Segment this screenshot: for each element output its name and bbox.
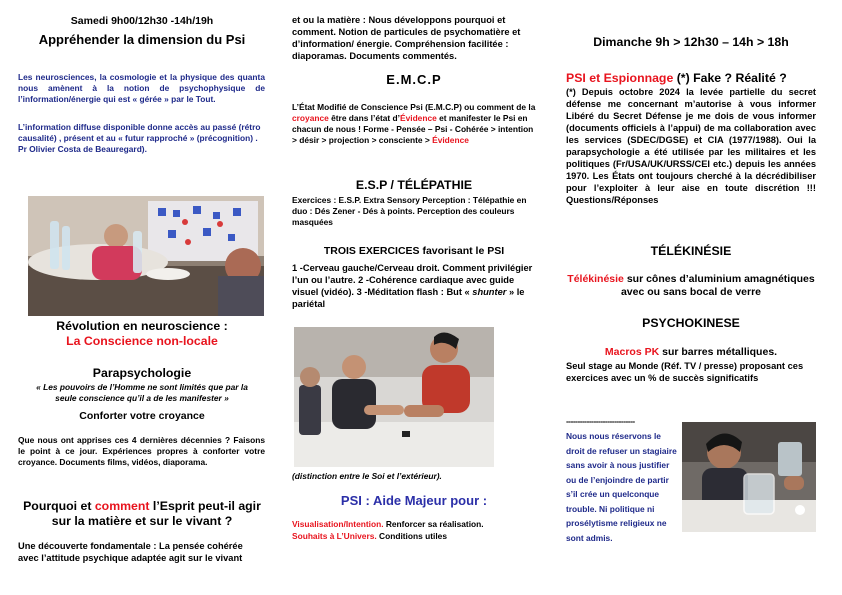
esp-text: Exercices : E.S.P. Extra Sensory Perception : Télépathie en duo : Dés Zener - Dés à points. Perception des couleurs masquées: [292, 195, 527, 227]
photo-telekinesis-jar: [682, 422, 816, 532]
parapsychology-quote: « Les pouvoirs de l’Homme ne sont limités que par la seule conscience qu’il a de les manifester »: [36, 382, 248, 403]
intro-neuroscience: Les neurosciences, la cosmologie et la physique des quanta nous amènent à la notion de psychophysique de l’information/énergie qui est « gérée » par le Tout.: [18, 72, 265, 104]
revolution-title: Révolution en neuroscience :: [56, 319, 228, 333]
emcp-title: E.M.C.P: [386, 72, 442, 87]
exercises-title: TROIS EXERCICES favorisant le PSI: [323, 245, 505, 257]
intro-information: L’information diffuse disponible donne accès au passé (rétro causalité) , présent et au « futur rapproché » (précognition) . Pr Olivier Costa de Beauregard).: [18, 122, 261, 154]
esp-title: E.S.P / TÉLÉPATHIE: [355, 178, 473, 192]
psychokinesis-text: Macros PK sur barres métalliques.: [604, 346, 778, 358]
psi-help-title: PSI : Aide Majeur pour :: [340, 493, 488, 508]
visualisation-line: Visualisation/Intention. Renforcer sa réalisation.: [292, 519, 484, 529]
wishes-line: Souhaits à L’Univers. Conditions utiles: [292, 531, 447, 541]
why-how-question: Pourquoi et comment l’Esprit peut-il agir sur la matière et sur le vivant ?: [23, 499, 261, 528]
photo-psychokinesis-demo: [294, 327, 494, 467]
parapsychology-text: Que nous ont apprises ces 4 dernières décennies ? Faisons le point à ce jour. Expériences propres à conforter votre croyance. Documents films, vidéos, diaporama.: [18, 435, 265, 467]
sunday-schedule: Dimanche 9h > 12h30 – 14h > 18h: [593, 35, 789, 49]
continuation-text: et ou la matière : Nous développons pourquoi et comment. Notion de particules de psychomatière et d’information/ énergie. Compréhension facilitée : diaporamas. Documents commentés.: [292, 15, 521, 61]
photo-caption: (distinction entre le Soi et l’extérieur).: [292, 471, 442, 481]
exercises-text: 1 -Cerveau gauche/Cerveau droit. Comment privilégier l’un ou l’autre. 2 -Cohérence cardiaque avec guide visuel (vidéo). 3 -Méditation flash : But « shunter » le pariétal: [292, 263, 533, 309]
telekinesis-title: TÉLÉKINÉSIE: [650, 244, 732, 258]
psychokinesis-text-2: Seul stage au Monde (Réf. TV / presse) proposant ces exercices avec un % de succès significatifs: [566, 361, 804, 383]
parapsychology-subtitle: Conforter votre croyance: [79, 410, 205, 422]
emcp-text: L’État Modifié de Conscience Psi (E.M.C.P) ou comment de la croyance être dans l’état d’Évidence et manifester le Psi en chacun de nous ! Forme - Pensée – Psi - Cohérée > intention > désir > projection > consciente > Évidence: [292, 102, 536, 145]
parapsychology-title: Parapsychologie: [92, 366, 192, 380]
espionage-title: PSI et Espionnage (*) Fake ? Réalité ?: [566, 71, 787, 85]
photo-workshop-table: [28, 196, 264, 316]
saturday-title: Appréhender la dimension du Psi: [38, 32, 246, 47]
espionage-text: (*) Depuis octobre 2024 la levée partielle du secret défense me concernant m’autorise à vous informer Libéré du Secret Défense je me dois de vous informer (documents officiels à l’appui) de ma collaboration avec les services (SDEC/DGSE) et CIA (1977/1988). Oui la parapsychologie a été utilisée par les militaires et les politiques (Fr/USA/UK/URSS/CEI etc.) depuis les années 1970. Les États ont toujours cherché à la décrédibiliser pour l’exploiter à leur aise en toute discrétion !!! Questions/Réponses: [566, 87, 816, 205]
reservation-notice: Nous nous réservons le droit de refuser un stagiaire sans avoir à nous justifier ou de l’enjoindre de partir s’il crée un quelconque trouble. Ni politique ni prosélytisme religieux ne sont admis.: [566, 431, 677, 543]
separator-dashes: ------------------------------: [566, 416, 635, 426]
saturday-schedule: Samedi 9h00/12h30 -14h/19h: [70, 15, 214, 27]
telekinesis-text: Télékinésie sur cônes d’aluminium amagnétiques avec ou sans bocal de verre: [567, 273, 815, 298]
fundamental-discovery: Une découverte fondamentale : La pensée cohérée avec l’attitude psychique adaptée agit sur le vivant: [18, 541, 243, 563]
psychokinesis-title: PSYCHOKINESE: [642, 316, 740, 330]
revolution-subtitle: La Conscience non-locale: [66, 334, 218, 348]
